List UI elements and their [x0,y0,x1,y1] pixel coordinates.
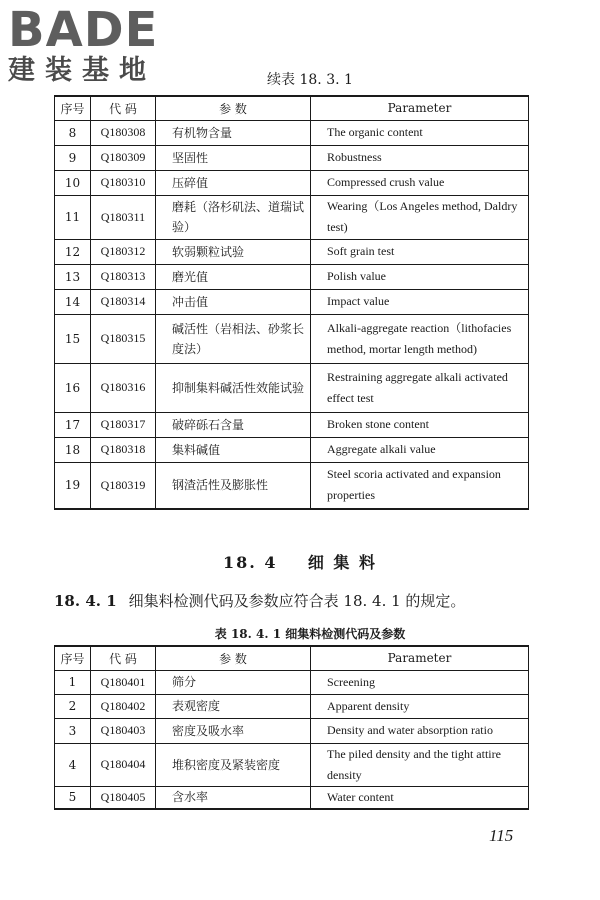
table2-caption: 表 18. 4. 1 细集料检测代码及参数 [214,627,406,641]
table-row [55,363,529,412]
row-code: Q180311 [91,195,156,239]
table-row [55,170,529,195]
row-code: Q180314 [91,289,156,314]
row-code: Q180403 [91,718,156,743]
row-code: Q180312 [91,239,156,264]
row-number: 19 [55,462,91,509]
row-parameter-en: Restraining aggregate alkali activated effect test [311,363,529,412]
row-code: Q180404 [91,743,156,786]
table-row [55,743,529,786]
row-code: Q180315 [91,314,156,363]
row-number: 14 [55,289,91,314]
row-parameter-en: Water content [311,786,529,809]
row-parameter-cn: 抑制集料碱活性效能试验 [156,363,311,412]
table-row [55,195,529,239]
row-number: 3 [55,718,91,743]
header-param: 参 数 [156,96,311,120]
table-18-4-1 [54,645,529,810]
section-title [0,550,600,573]
row-parameter-en: Density and water absorption ratio [311,718,529,743]
row-parameter-cn: 磨光值 [156,264,311,289]
row-code: Q180309 [91,145,156,170]
row-parameter-cn: 表观密度 [156,694,311,718]
table-row [55,412,529,437]
row-number: 4 [55,743,91,786]
row-code: Q180310 [91,170,156,195]
header-code: 代 码 [91,96,156,120]
row-number: 12 [55,239,91,264]
row-number: 15 [55,314,91,363]
table1-caption: 续表 18. 3. 1 [267,72,353,88]
row-parameter-en: The piled density and the tight attire density [311,743,529,786]
table-row [55,786,529,809]
table-row [55,462,529,509]
row-parameter-cn: 磨耗（洛杉矶法、道瑞试验） [156,195,311,239]
row-parameter-cn: 压碎值 [156,170,311,195]
header-no: 序号 [55,646,91,670]
clause-18-4-1 [54,590,465,611]
row-code: Q180318 [91,437,156,462]
row-parameter-cn: 碱活性（岩相法、砂浆长度法） [156,314,311,363]
row-code: Q180317 [91,412,156,437]
table-row [55,145,529,170]
section-name: 细 集 料 [307,553,377,572]
table-18-3-1-continued [54,95,529,510]
row-parameter-en: Wearing（Los Angeles method, Daldry test) [311,195,529,239]
row-code: Q180402 [91,694,156,718]
row-number: 9 [55,145,91,170]
row-parameter-en: Apparent density [311,694,529,718]
table-row [55,670,529,694]
row-code: Q180319 [91,462,156,509]
row-number: 8 [55,120,91,145]
row-parameter-en: The organic content [311,120,529,145]
section-number: 18. 4 [223,553,278,572]
row-parameter-en: Impact value [311,289,529,314]
table-row [55,437,529,462]
row-number: 17 [55,412,91,437]
row-parameter-cn: 集料碱值 [156,437,311,462]
header-code: 代 码 [91,646,156,670]
row-parameter-en: Compressed crush value [311,170,529,195]
row-parameter-cn: 堆积密度及紧装密度 [156,743,311,786]
row-parameter-en: Screening [311,670,529,694]
row-code: Q180401 [91,670,156,694]
row-parameter-en: Steel scoria activated and expansion properties [311,462,529,509]
table-row [55,289,529,314]
row-number: 18 [55,437,91,462]
table-header-row [55,96,529,120]
header-parameter: Parameter [311,646,529,670]
row-parameter-en: Polish value [311,264,529,289]
row-parameter-en: Soft grain test [311,239,529,264]
table-row [55,239,529,264]
table-row [55,718,529,743]
row-parameter-en: Robustness [311,145,529,170]
row-parameter-cn: 密度及吸水率 [156,718,311,743]
logo-brand: BADE [8,2,159,58]
row-number: 1 [55,670,91,694]
header-parameter: Parameter [311,96,529,120]
row-code: Q180308 [91,120,156,145]
row-parameter-cn: 冲击值 [156,289,311,314]
row-parameter-cn: 有机物含量 [156,120,311,145]
row-parameter-cn: 软弱颗粒试验 [156,239,311,264]
clause-number: 18. 4. 1 [54,592,117,610]
row-parameter-en: Broken stone content [311,412,529,437]
page-number: 115 [489,826,514,845]
row-parameter-cn: 坚固性 [156,145,311,170]
row-number: 10 [55,170,91,195]
row-parameter-cn: 含水率 [156,786,311,809]
table-row [55,694,529,718]
row-number: 5 [55,786,91,809]
logo-chinese: 建装基地 [8,55,156,86]
row-number: 2 [55,694,91,718]
row-number: 16 [55,363,91,412]
table-row [55,314,529,363]
row-code: Q180405 [91,786,156,809]
row-parameter-cn: 破碎砾石含量 [156,412,311,437]
header-param: 参 数 [156,646,311,670]
row-parameter-en: Alkali-aggregate reaction（lithofacies method, mortar length method) [311,314,529,363]
row-parameter-cn: 筛分 [156,670,311,694]
table-row [55,264,529,289]
table-header-row [55,646,529,670]
clause-text: 细集料检测代码及参数应符合表 18. 4. 1 的规定。 [128,592,466,610]
header-no: 序号 [55,96,91,120]
table-row [55,120,529,145]
row-parameter-cn: 钢渣活性及膨胀性 [156,462,311,509]
row-number: 13 [55,264,91,289]
row-number: 11 [55,195,91,239]
row-code: Q180316 [91,363,156,412]
row-parameter-en: Aggregate alkali value [311,437,529,462]
row-code: Q180313 [91,264,156,289]
